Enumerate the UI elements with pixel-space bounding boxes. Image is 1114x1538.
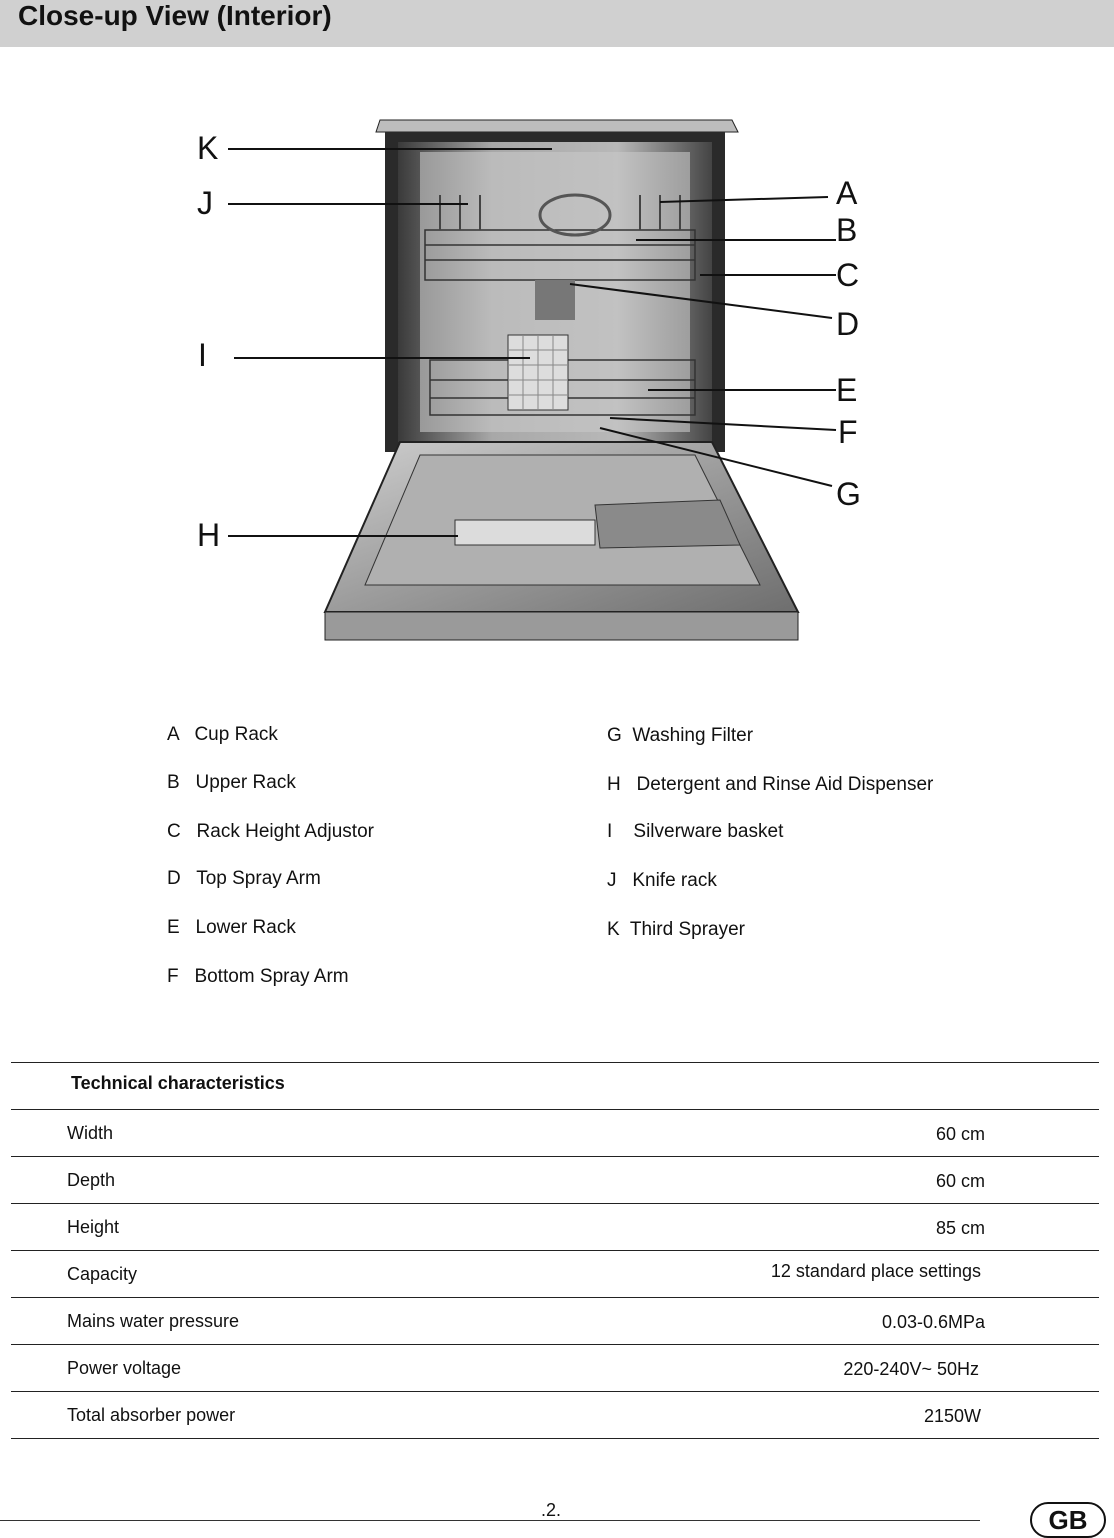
tech-label: Power voltage <box>67 1358 182 1378</box>
table-row <box>11 1109 1099 1156</box>
callout-c: C <box>836 257 860 293</box>
legend-item: I Silverware basket <box>607 821 784 842</box>
title-bar <box>0 0 1114 47</box>
callout-a: A <box>836 175 858 211</box>
table-row <box>11 1344 1099 1391</box>
dishwasher-illustration <box>0 60 1114 660</box>
legend-item: A Cup Rack <box>167 724 278 745</box>
legend-item: G Washing Filter <box>607 725 754 746</box>
callout-f: F <box>838 414 858 450</box>
callout-k: K <box>197 130 219 166</box>
callout-h: H <box>197 517 221 553</box>
legend-item: H Detergent and Rinse Aid Dispenser <box>607 774 934 795</box>
tech-header-row <box>11 1062 1099 1109</box>
callout-b: B <box>836 212 858 248</box>
tech-value: 2150W <box>923 1406 981 1426</box>
tech-value: 0.03-0.6MPa <box>881 1312 985 1332</box>
tech-value: 60 cm <box>935 1124 985 1144</box>
dishwasher-figure <box>0 60 1114 660</box>
legend-item: D Top Spray Arm <box>167 868 321 889</box>
tech-table <box>11 1062 1099 1439</box>
tech-value: 220-240V~ 50Hz <box>843 1359 979 1379</box>
legend-item: F Bottom Spray Arm <box>167 966 349 987</box>
callout-i: I <box>198 337 207 373</box>
tech-value: 85 cm <box>935 1218 985 1238</box>
legend-item: J Knife rack <box>607 870 717 891</box>
callout-j: J <box>197 185 213 221</box>
tech-label: Mains water pressure <box>67 1311 240 1331</box>
legend-item: K Third Sprayer <box>607 919 745 940</box>
tech-heading: Technical characteristics <box>71 1073 285 1093</box>
footer-divider <box>0 1520 980 1521</box>
callout-g: G <box>836 476 861 512</box>
table-row <box>11 1203 1099 1250</box>
tech-value: 12 standard place settings <box>770 1261 981 1281</box>
page-number: .2. <box>541 1500 562 1520</box>
table-row <box>11 1391 1099 1439</box>
tech-label: Capacity <box>67 1264 138 1284</box>
page-title: Close-up View (Interior) <box>18 0 332 31</box>
tech-value: 60 cm <box>935 1171 985 1191</box>
callout-e: E <box>836 372 858 408</box>
tech-label: Total absorber power <box>67 1405 236 1425</box>
legend-item: B Upper Rack <box>167 772 296 793</box>
tech-label: Depth <box>67 1170 116 1190</box>
language-badge: GB <box>1030 1502 1106 1538</box>
tech-label: Width <box>67 1123 114 1143</box>
legend-item: E Lower Rack <box>167 917 296 938</box>
table-row <box>11 1156 1099 1203</box>
legend-item: C Rack Height Adjustor <box>167 821 374 842</box>
table-row <box>11 1250 1099 1297</box>
table-row <box>11 1297 1099 1344</box>
tech-label: Height <box>67 1217 120 1237</box>
callout-d: D <box>836 306 860 342</box>
